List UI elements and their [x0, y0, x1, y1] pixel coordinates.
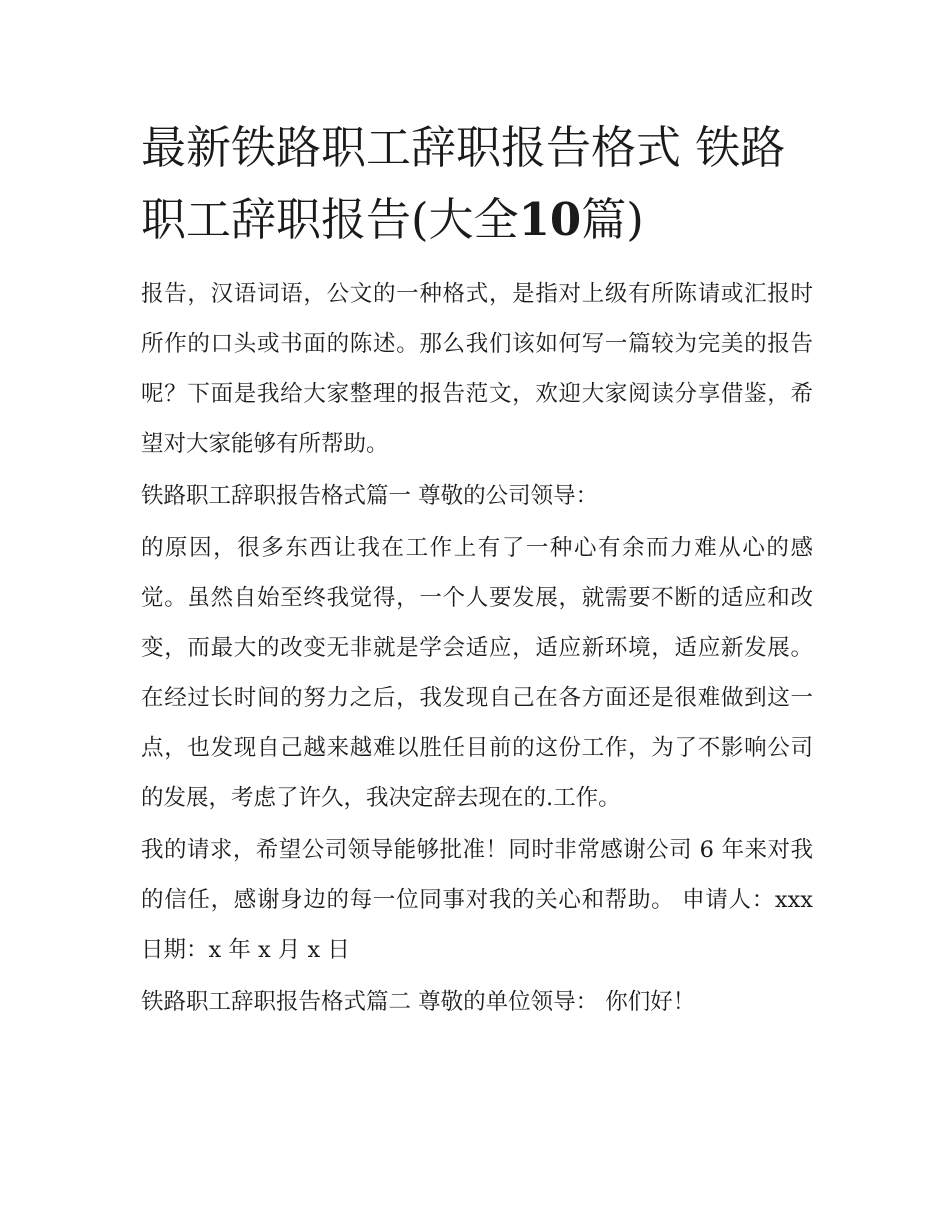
- title-number: 10: [518, 193, 582, 246]
- title-text-part1: 最新铁路职工辞职报告格式 铁路职工辞职报告(大全: [141, 121, 786, 246]
- document-page: [141, 112, 813, 1029]
- document-body: [141, 269, 813, 1027]
- intro-paragraph: 报告，汉语词语，公文的一种格式，是指对上级有所陈请或汇报时所作的口头或书面的陈述。那么我们该如何写一篇较为完美的报告呢？下面是我给大家整理的报告范文，欢迎大家阅读分享借鉴，希望对大家能够有所帮助。: [141, 281, 813, 457]
- section-heading-two: 铁路职工辞职报告格式篇二 尊敬的单位领导： 你们好！: [141, 989, 696, 1015]
- document-title: [141, 112, 813, 256]
- section-heading-one: 铁路职工辞职报告格式篇一 尊敬的公司领导：: [141, 483, 599, 509]
- body-paragraph: 的原因，很多东西让我在工作上有了一种心有余而力难从心的感觉。虽然自始至终我觉得，一个人要发展，就需要不断的适应和改变，而最大的改变无非就是学会适应，适应新环境，适应新发展。在经过长时间的努力之后，我发现自己在各方面还是很难做到这一点，也发现自己越来越难以胜任目前的这份工作，为了不影响公司的发展，考虑了许久，我决定辞去现在的.工作。: [141, 535, 813, 811]
- closing-paragraph: 我的请求，希望公司领导能够批准！同时非常感谢公司 6 年来对我的信任，感谢身边的每一位同事对我的关心和帮助。 申请人：xxx 日期：x 年 x 月 x 日: [141, 837, 813, 963]
- title-text-part2: 篇): [581, 193, 644, 246]
